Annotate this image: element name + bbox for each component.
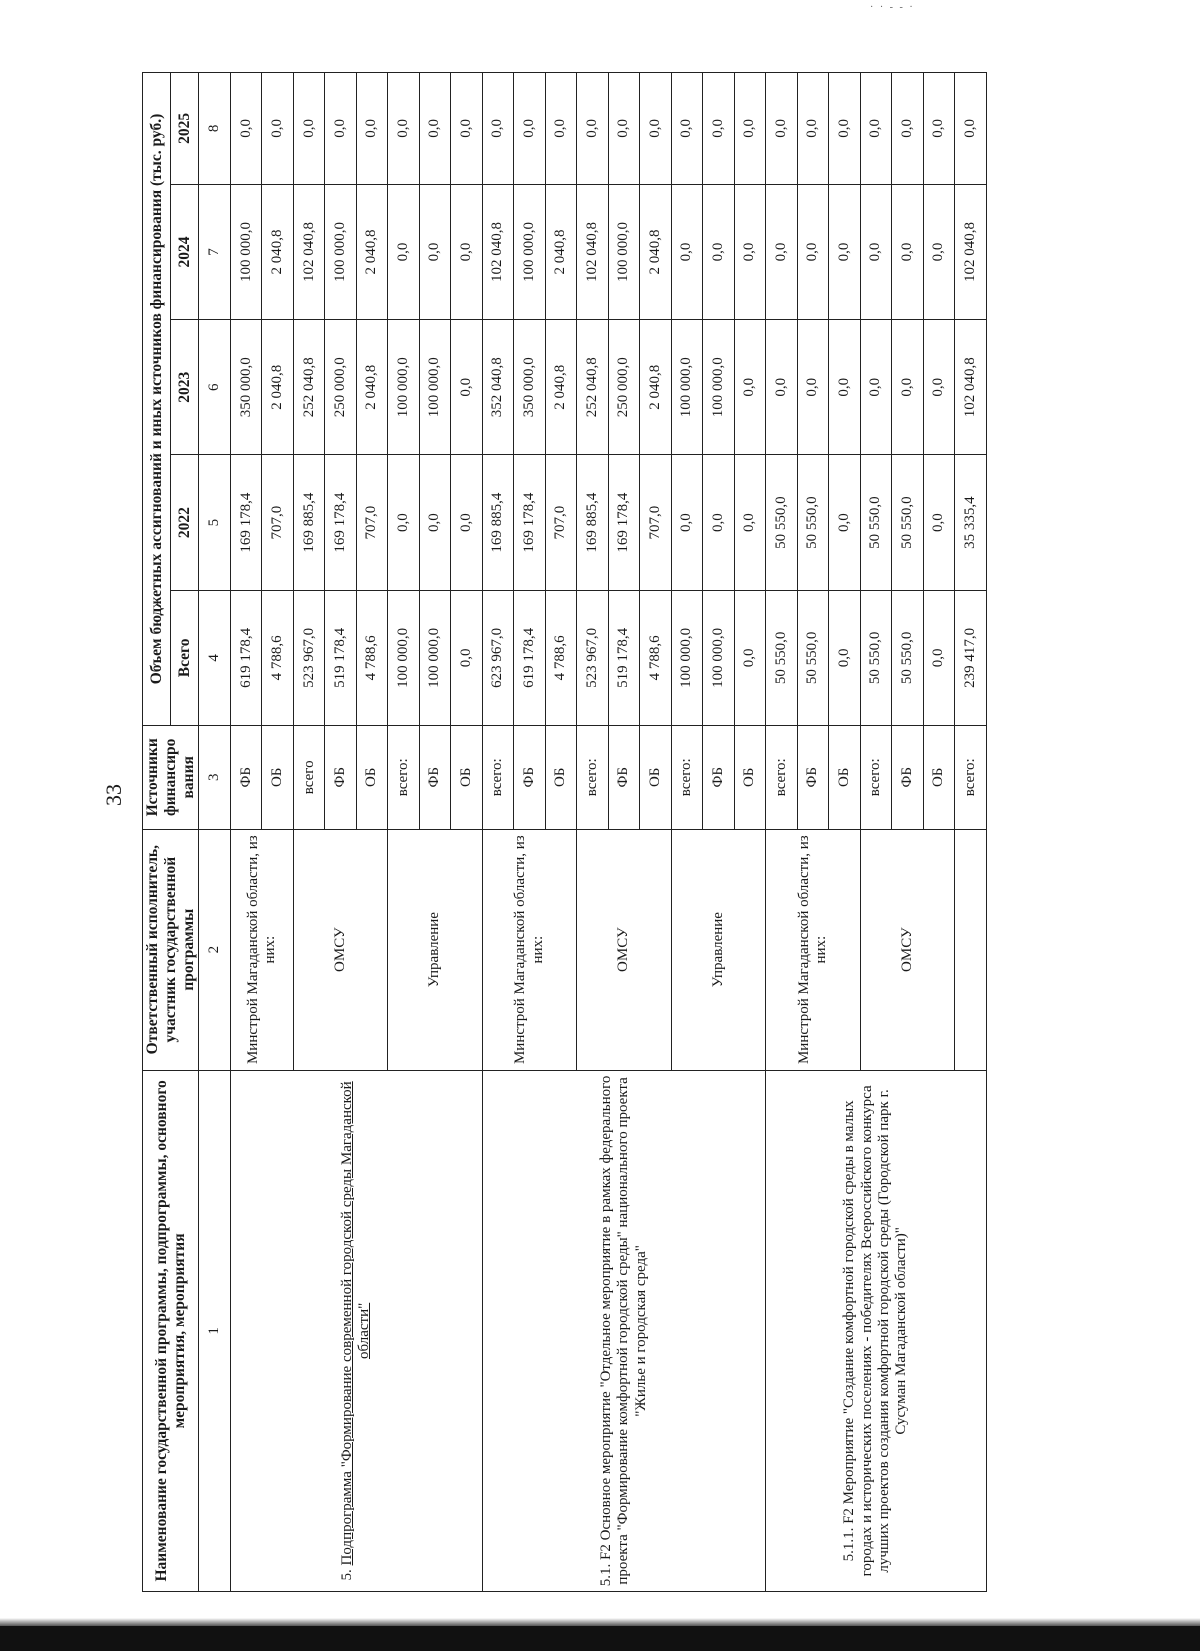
total-value: 4 788,6 — [356, 590, 387, 725]
value-2022: 35 335,4 — [955, 455, 987, 590]
funding-source-cell: ОБ — [923, 726, 954, 830]
funding-source-cell: ОБ — [545, 726, 576, 830]
value-2022: 169 178,4 — [230, 455, 261, 590]
value-2025: 0,0 — [671, 73, 702, 185]
value-2022: 169 885,4 — [293, 455, 324, 590]
value-2022: 169 885,4 — [577, 455, 608, 590]
total-value: 50 550,0 — [797, 590, 828, 725]
value-2025: 0,0 — [955, 73, 987, 185]
value-2022: 0,0 — [671, 455, 702, 590]
funding-source-cell: ФБ — [797, 726, 828, 830]
value-2022: 707,0 — [640, 455, 671, 590]
value-2024: 0,0 — [734, 184, 765, 319]
value-2025: 0,0 — [766, 73, 797, 185]
total-value: 523 967,0 — [293, 590, 324, 725]
total-value: 619 178,4 — [230, 590, 261, 725]
table-row — [766, 73, 797, 1592]
header-2023: 2023 — [171, 320, 199, 455]
total-value: 523 967,0 — [577, 590, 608, 725]
value-2024: 0,0 — [671, 184, 702, 319]
value-2023: 102 040,8 — [955, 320, 987, 455]
value-2024: 2 040,8 — [262, 184, 293, 319]
column-number: 2 — [199, 829, 230, 1070]
total-value: 0,0 — [451, 590, 482, 725]
value-2025: 0,0 — [703, 73, 734, 185]
total-value: 50 550,0 — [892, 590, 923, 725]
column-number: 8 — [199, 73, 230, 185]
value-2024: 102 040,8 — [577, 184, 608, 319]
executor-cell: ОМСУ — [293, 829, 387, 1070]
funding-source-cell: всего: — [482, 726, 513, 830]
total-value: 100 000,0 — [703, 590, 734, 725]
funding-source-cell: ОБ — [829, 726, 860, 830]
value-2023: 0,0 — [797, 320, 828, 455]
funding-source-cell: ФБ — [703, 726, 734, 830]
value-2024: 2 040,8 — [640, 184, 671, 319]
value-2022: 50 550,0 — [766, 455, 797, 590]
total-value: 619 178,4 — [514, 590, 545, 725]
total-value: 100 000,0 — [388, 590, 419, 725]
value-2022: 169 178,4 — [608, 455, 639, 590]
value-2025: 0,0 — [293, 73, 324, 185]
value-2023: 0,0 — [766, 320, 797, 455]
value-2022: 0,0 — [923, 455, 954, 590]
value-2023: 0,0 — [451, 320, 482, 455]
funding-source-cell: ОБ — [734, 726, 765, 830]
value-2025: 0,0 — [388, 73, 419, 185]
value-2023: 2 040,8 — [545, 320, 576, 455]
value-2025: 0,0 — [482, 73, 513, 185]
executor-cell: Управление — [671, 829, 765, 1070]
value-2022: 707,0 — [262, 455, 293, 590]
value-2023: 250 000,0 — [608, 320, 639, 455]
value-2024: 102 040,8 — [955, 184, 987, 319]
value-2024: 102 040,8 — [293, 184, 324, 319]
value-2025: 0,0 — [608, 73, 639, 185]
funding-source-cell: всего: — [388, 726, 419, 830]
column-number-row — [199, 73, 230, 1592]
value-2025: 0,0 — [451, 73, 482, 185]
header-source: Источники финансиро вания — [143, 726, 199, 830]
funding-source-cell: ОБ — [262, 726, 293, 830]
value-2022: 50 550,0 — [860, 455, 891, 590]
value-2022: 169 178,4 — [514, 455, 545, 590]
header-executor: Ответственный исполнитель, участник государственной программы — [143, 829, 199, 1070]
executor-cell: Минстрой Магаданской области, из них: — [766, 829, 860, 1070]
value-2024: 100 000,0 — [514, 184, 545, 319]
funding-source-cell: всего: — [766, 726, 797, 830]
executor-cell: Минстрой Магаданской области, из них: — [230, 829, 293, 1070]
value-2023: 0,0 — [923, 320, 954, 455]
program-name: 5.1.1. F2 Мероприятие "Создание комфортной городской среды в малых городах и исторических поселениях - победителях Всероссийского конкурса лучших проектов создания комфортной городской среды (Городской парк г. Сусуман Магаданской области)" — [841, 1085, 910, 1577]
value-2024: 0,0 — [923, 184, 954, 319]
value-2024: 0,0 — [797, 184, 828, 319]
funding-source-cell: всего — [293, 726, 324, 830]
value-2022: 0,0 — [703, 455, 734, 590]
program-name-cell — [482, 1070, 765, 1591]
funding-source-cell: ОБ — [451, 726, 482, 830]
value-2025: 0,0 — [325, 73, 356, 185]
total-value: 0,0 — [923, 590, 954, 725]
funding-source-cell: ФБ — [419, 726, 450, 830]
page-number: 33 — [101, 784, 126, 806]
value-2023: 0,0 — [734, 320, 765, 455]
total-value: 623 967,0 — [482, 590, 513, 725]
program-name: 5.1. F2 Основное мероприятие "Отдельное мероприятие в рамках федерального проекта "Формирование комфортной городской среды" национального проекта "Жилье и городская среда" — [598, 1075, 649, 1587]
value-2022: 707,0 — [545, 455, 576, 590]
value-2024: 0,0 — [892, 184, 923, 319]
value-2022: 169 178,4 — [325, 455, 356, 590]
value-2025: 0,0 — [797, 73, 828, 185]
value-2025: 0,0 — [577, 73, 608, 185]
value-2023: 2 040,8 — [640, 320, 671, 455]
value-2025: 0,0 — [923, 73, 954, 185]
total-value: 239 417,0 — [955, 590, 987, 725]
value-2022: 169 885,4 — [482, 455, 513, 590]
value-2025: 0,0 — [640, 73, 671, 185]
scan-edge-shadow — [0, 1618, 1200, 1626]
funding-source-cell: ОБ — [356, 726, 387, 830]
value-2022: 50 550,0 — [797, 455, 828, 590]
funding-source-cell: всего: — [671, 726, 702, 830]
value-2025: 0,0 — [829, 73, 860, 185]
value-2022: 0,0 — [388, 455, 419, 590]
executor-cell: Управление — [388, 829, 482, 1070]
value-2024: 0,0 — [860, 184, 891, 319]
program-name-cell — [230, 1070, 482, 1591]
value-2024: 2 040,8 — [356, 184, 387, 319]
value-2025: 0,0 — [514, 73, 545, 185]
value-2024: 0,0 — [829, 184, 860, 319]
program-name-cell — [766, 1070, 987, 1591]
value-2024: 100 000,0 — [608, 184, 639, 319]
value-2024: 0,0 — [451, 184, 482, 319]
header-funding-group: Объем бюджетных ассигнований и иных источников финансирования (тыс. руб.) — [143, 73, 171, 726]
budget-table — [142, 72, 987, 1592]
scan-edge-bar — [0, 1626, 1200, 1651]
total-value: 519 178,4 — [325, 590, 356, 725]
value-2023: 0,0 — [860, 320, 891, 455]
value-2023: 2 040,8 — [262, 320, 293, 455]
value-2023: 352 040,8 — [482, 320, 513, 455]
value-2023: 100 000,0 — [703, 320, 734, 455]
value-2022: 0,0 — [734, 455, 765, 590]
total-value: 4 788,6 — [545, 590, 576, 725]
value-2023: 350 000,0 — [230, 320, 261, 455]
executor-cell — [955, 829, 987, 1070]
executor-cell: ОМСУ — [577, 829, 671, 1070]
table-row — [482, 73, 513, 1592]
value-2024: 0,0 — [388, 184, 419, 319]
column-number: 5 — [199, 455, 230, 590]
value-2024: 0,0 — [703, 184, 734, 319]
value-2023: 0,0 — [829, 320, 860, 455]
funding-source-cell: ФБ — [514, 726, 545, 830]
funding-source-cell: ОБ — [640, 726, 671, 830]
value-2024: 2 040,8 — [545, 184, 576, 319]
table-row — [230, 73, 261, 1592]
value-2025: 0,0 — [262, 73, 293, 185]
total-value: 0,0 — [829, 590, 860, 725]
total-value: 50 550,0 — [766, 590, 797, 725]
funding-source-cell: всего: — [955, 726, 987, 830]
total-value: 4 788,6 — [262, 590, 293, 725]
total-value: 4 788,6 — [640, 590, 671, 725]
value-2025: 0,0 — [892, 73, 923, 185]
column-number: 1 — [199, 1070, 230, 1591]
funding-source-cell: ФБ — [892, 726, 923, 830]
funding-source-cell: ФБ — [608, 726, 639, 830]
executor-cell: Минстрой Магаданской области, из них: — [482, 829, 576, 1070]
total-value: 100 000,0 — [419, 590, 450, 725]
value-2022: 50 550,0 — [892, 455, 923, 590]
value-2022: 0,0 — [419, 455, 450, 590]
value-2023: 350 000,0 — [514, 320, 545, 455]
funding-source-cell: ФБ — [230, 726, 261, 830]
value-2024: 0,0 — [766, 184, 797, 319]
header-2025: 2025 — [171, 73, 199, 185]
total-value: 100 000,0 — [671, 590, 702, 725]
value-2024: 0,0 — [419, 184, 450, 319]
column-number: 3 — [199, 726, 230, 830]
executor-cell: ОМСУ — [860, 829, 954, 1070]
value-2023: 250 000,0 — [325, 320, 356, 455]
value-2023: 100 000,0 — [671, 320, 702, 455]
column-number: 6 — [199, 320, 230, 455]
value-2025: 0,0 — [545, 73, 576, 185]
value-2025: 0,0 — [860, 73, 891, 185]
value-2025: 0,0 — [419, 73, 450, 185]
value-2023: 0,0 — [892, 320, 923, 455]
header-name: Наименование государственной программы, подпрограммы, основного мероприятия, мероприятия — [143, 1070, 199, 1591]
header-total: Всего — [171, 590, 199, 725]
total-value: 50 550,0 — [860, 590, 891, 725]
funding-source-cell: всего: — [577, 726, 608, 830]
total-value: 0,0 — [734, 590, 765, 725]
total-value: 519 178,4 — [608, 590, 639, 725]
value-2023: 100 000,0 — [388, 320, 419, 455]
value-2022: 0,0 — [451, 455, 482, 590]
value-2024: 100 000,0 — [230, 184, 261, 319]
value-2024: 102 040,8 — [482, 184, 513, 319]
header-2024: 2024 — [171, 184, 199, 319]
value-2023: 252 040,8 — [577, 320, 608, 455]
budget-table-container — [142, 72, 1200, 1587]
column-number: 7 — [199, 184, 230, 319]
value-2022: 0,0 — [829, 455, 860, 590]
program-number: 5. — [339, 1565, 356, 1581]
value-2023: 100 000,0 — [419, 320, 450, 455]
value-2025: 0,0 — [356, 73, 387, 185]
value-2023: 252 040,8 — [293, 320, 324, 455]
value-2025: 0,0 — [734, 73, 765, 185]
funding-source-cell: всего: — [860, 726, 891, 830]
column-number: 4 — [199, 590, 230, 725]
value-2022: 707,0 — [356, 455, 387, 590]
value-2023: 2 040,8 — [356, 320, 387, 455]
funding-source-cell: ФБ — [325, 726, 356, 830]
header-2022: 2022 — [171, 455, 199, 590]
scan-marks: · · ‐ ‐ · — [870, 2, 915, 13]
value-2025: 0,0 — [230, 73, 261, 185]
program-name: Подпрограмма "Формирование современной городской среды Магаданской области" — [339, 1081, 373, 1566]
value-2024: 100 000,0 — [325, 184, 356, 319]
